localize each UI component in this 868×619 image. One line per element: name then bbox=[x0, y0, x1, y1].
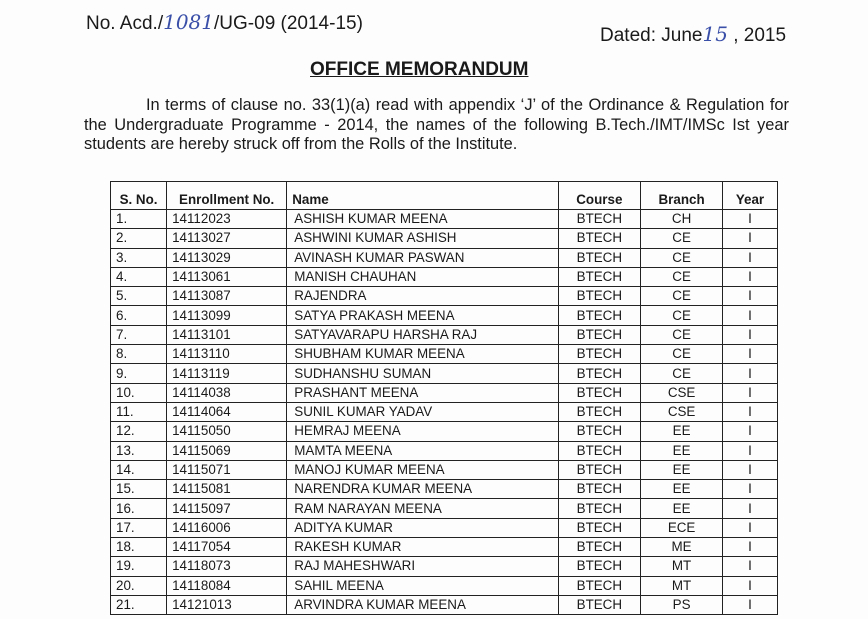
cell-sno: 20. bbox=[111, 576, 167, 595]
cell-name: ASHWINI KUMAR ASHISH bbox=[287, 229, 558, 248]
cell-year: I bbox=[722, 325, 777, 344]
cell-name: HEMRAJ MEENA bbox=[287, 422, 558, 441]
cell-course: BTECH bbox=[558, 287, 641, 306]
reference-number bbox=[86, 10, 363, 35]
cell-enrollment: 14114038 bbox=[167, 383, 287, 402]
table-row bbox=[111, 383, 778, 402]
cell-year: I bbox=[722, 499, 777, 518]
table-row bbox=[111, 325, 778, 344]
table-row bbox=[111, 557, 778, 576]
cell-year: I bbox=[722, 306, 777, 325]
cell-year: I bbox=[722, 460, 777, 479]
memo-title: OFFICE MEMORANDUM bbox=[310, 59, 529, 80]
cell-name: ADITYA KUMAR bbox=[287, 518, 558, 537]
cell-enrollment: 14115071 bbox=[167, 460, 287, 479]
cell-course: BTECH bbox=[558, 306, 641, 325]
cell-enrollment: 14118084 bbox=[167, 576, 287, 595]
cell-name: RAM NARAYAN MEENA bbox=[287, 499, 558, 518]
cell-sno: 21. bbox=[111, 595, 167, 614]
header-branch: Branch bbox=[641, 182, 723, 210]
cell-sno: 19. bbox=[111, 557, 167, 576]
cell-name: ASHISH KUMAR MEENA bbox=[287, 210, 558, 229]
cell-branch: CE bbox=[641, 306, 723, 325]
cell-enrollment: 14117054 bbox=[167, 538, 287, 557]
table-row bbox=[111, 518, 778, 537]
cell-course: BTECH bbox=[558, 325, 641, 344]
cell-sno: 1. bbox=[111, 210, 167, 229]
cell-course: BTECH bbox=[558, 383, 641, 402]
cell-course: BTECH bbox=[558, 595, 641, 614]
table-row bbox=[111, 499, 778, 518]
cell-year: I bbox=[722, 210, 777, 229]
cell-year: I bbox=[722, 229, 777, 248]
cell-enrollment: 14113061 bbox=[167, 267, 287, 286]
cell-name: MANISH CHAUHAN bbox=[287, 267, 558, 286]
cell-year: I bbox=[722, 287, 777, 306]
table-row bbox=[111, 576, 778, 595]
cell-sno: 11. bbox=[111, 402, 167, 421]
cell-branch: PS bbox=[641, 595, 723, 614]
cell-sno: 7. bbox=[111, 325, 167, 344]
cell-year: I bbox=[722, 267, 777, 286]
header-year: Year bbox=[722, 182, 777, 210]
cell-enrollment: 14113110 bbox=[167, 345, 287, 364]
cell-enrollment: 14113029 bbox=[167, 248, 287, 267]
memo-date bbox=[600, 22, 786, 47]
cell-sno: 5. bbox=[111, 287, 167, 306]
cell-name: ARVINDRA KUMAR MEENA bbox=[287, 595, 558, 614]
cell-name: PRASHANT MEENA bbox=[287, 383, 558, 402]
reference-handwritten-number: 1081 bbox=[163, 10, 215, 34]
table-row bbox=[111, 306, 778, 325]
cell-sno: 18. bbox=[111, 538, 167, 557]
cell-year: I bbox=[722, 345, 777, 364]
table-row bbox=[111, 460, 778, 479]
cell-branch: CH bbox=[641, 210, 723, 229]
cell-year: I bbox=[722, 364, 777, 383]
cell-course: BTECH bbox=[558, 345, 641, 364]
cell-course: BTECH bbox=[558, 229, 641, 248]
cell-name: MAMTA MEENA bbox=[287, 441, 558, 460]
cell-year: I bbox=[722, 422, 777, 441]
cell-branch: CE bbox=[641, 287, 723, 306]
cell-course: BTECH bbox=[558, 460, 641, 479]
table-row bbox=[111, 441, 778, 460]
cell-branch: ME bbox=[641, 538, 723, 557]
cell-branch: CE bbox=[641, 248, 723, 267]
cell-branch: MT bbox=[641, 576, 723, 595]
reference-suffix: /UG-09 (2014-15) bbox=[214, 13, 363, 34]
date-suffix: , 2015 bbox=[727, 25, 787, 46]
table-row bbox=[111, 595, 778, 614]
reference-prefix: No. Acd./ bbox=[86, 13, 164, 34]
table-row bbox=[111, 248, 778, 267]
table-row bbox=[111, 402, 778, 421]
memo-paragraph-text: In terms of clause no. 33(1)(a) read with appendix ‘J’ of the Ordinance & Regulation for the Undergraduate Programme - 2014, the names of the following B.Tech./IMT/IMSc Ist year students are hereby struck off from the Rolls of the Institute. bbox=[84, 96, 789, 153]
cell-sno: 6. bbox=[111, 306, 167, 325]
cell-branch: CE bbox=[641, 229, 723, 248]
cell-sno: 16. bbox=[111, 499, 167, 518]
table-row bbox=[111, 538, 778, 557]
cell-name: NARENDRA KUMAR MEENA bbox=[287, 480, 558, 499]
cell-name: RAJENDRA bbox=[287, 287, 558, 306]
cell-branch: EE bbox=[641, 460, 723, 479]
cell-enrollment: 14115097 bbox=[167, 499, 287, 518]
cell-branch: EE bbox=[641, 480, 723, 499]
date-handwritten-day: 15 bbox=[702, 22, 728, 46]
cell-course: BTECH bbox=[558, 422, 641, 441]
cell-enrollment: 14114064 bbox=[167, 402, 287, 421]
cell-year: I bbox=[722, 595, 777, 614]
cell-name: SATYA PRAKASH MEENA bbox=[287, 306, 558, 325]
table-row bbox=[111, 422, 778, 441]
cell-name: RAJ MAHESHWARI bbox=[287, 557, 558, 576]
cell-course: BTECH bbox=[558, 267, 641, 286]
cell-year: I bbox=[722, 248, 777, 267]
cell-branch: CE bbox=[641, 364, 723, 383]
cell-enrollment: 14121013 bbox=[167, 595, 287, 614]
cell-enrollment: 14112023 bbox=[167, 210, 287, 229]
cell-course: BTECH bbox=[558, 557, 641, 576]
cell-name: SHUBHAM KUMAR MEENA bbox=[287, 345, 558, 364]
cell-enrollment: 14113119 bbox=[167, 364, 287, 383]
cell-enrollment: 14113027 bbox=[167, 229, 287, 248]
table-row bbox=[111, 229, 778, 248]
cell-sno: 8. bbox=[111, 345, 167, 364]
cell-course: BTECH bbox=[558, 518, 641, 537]
cell-enrollment: 14116006 bbox=[167, 518, 287, 537]
cell-sno: 2. bbox=[111, 229, 167, 248]
header-course: Course bbox=[558, 182, 641, 210]
date-prefix: Dated: June bbox=[600, 25, 703, 46]
cell-branch: CSE bbox=[641, 383, 723, 402]
table-row bbox=[111, 364, 778, 383]
cell-year: I bbox=[722, 557, 777, 576]
cell-sno: 15. bbox=[111, 480, 167, 499]
cell-branch: EE bbox=[641, 422, 723, 441]
cell-sno: 10. bbox=[111, 383, 167, 402]
header-name: Name bbox=[287, 182, 558, 210]
cell-course: BTECH bbox=[558, 210, 641, 229]
cell-branch: CE bbox=[641, 267, 723, 286]
cell-name: SUDHANSHU SUMAN bbox=[287, 364, 558, 383]
cell-course: BTECH bbox=[558, 441, 641, 460]
cell-sno: 17. bbox=[111, 518, 167, 537]
cell-course: BTECH bbox=[558, 499, 641, 518]
cell-enrollment: 14115050 bbox=[167, 422, 287, 441]
cell-year: I bbox=[722, 576, 777, 595]
cell-year: I bbox=[722, 441, 777, 460]
cell-sno: 14. bbox=[111, 460, 167, 479]
cell-sno: 9. bbox=[111, 364, 167, 383]
cell-enrollment: 14118073 bbox=[167, 557, 287, 576]
cell-name: AVINASH KUMAR PASWAN bbox=[287, 248, 558, 267]
cell-year: I bbox=[722, 518, 777, 537]
cell-year: I bbox=[722, 383, 777, 402]
cell-name: RAKESH KUMAR bbox=[287, 538, 558, 557]
cell-branch: EE bbox=[641, 441, 723, 460]
cell-sno: 12. bbox=[111, 422, 167, 441]
cell-branch: CE bbox=[641, 345, 723, 364]
cell-course: BTECH bbox=[558, 364, 641, 383]
table-row bbox=[111, 267, 778, 286]
cell-branch: EE bbox=[641, 499, 723, 518]
cell-sno: 13. bbox=[111, 441, 167, 460]
cell-course: BTECH bbox=[558, 248, 641, 267]
cell-course: BTECH bbox=[558, 402, 641, 421]
header-enrollment: Enrollment No. bbox=[167, 182, 287, 210]
cell-enrollment: 14113101 bbox=[167, 325, 287, 344]
cell-enrollment: 14115081 bbox=[167, 480, 287, 499]
cell-course: BTECH bbox=[558, 538, 641, 557]
cell-branch: CSE bbox=[641, 402, 723, 421]
table-row bbox=[111, 480, 778, 499]
cell-year: I bbox=[722, 538, 777, 557]
cell-name: SATYAVARAPU HARSHA RAJ bbox=[287, 325, 558, 344]
table-row bbox=[111, 210, 778, 229]
memo-paragraph bbox=[84, 96, 789, 155]
cell-year: I bbox=[722, 402, 777, 421]
table-header-row bbox=[111, 182, 778, 210]
cell-branch: CE bbox=[641, 325, 723, 344]
struck-off-students-table bbox=[110, 181, 778, 615]
cell-enrollment: 14115069 bbox=[167, 441, 287, 460]
cell-branch: MT bbox=[641, 557, 723, 576]
cell-enrollment: 14113087 bbox=[167, 287, 287, 306]
table-row bbox=[111, 287, 778, 306]
header-sno: S. No. bbox=[111, 182, 167, 210]
cell-course: BTECH bbox=[558, 576, 641, 595]
cell-sno: 4. bbox=[111, 267, 167, 286]
cell-enrollment: 14113099 bbox=[167, 306, 287, 325]
cell-name: MANOJ KUMAR MEENA bbox=[287, 460, 558, 479]
cell-name: SUNIL KUMAR YADAV bbox=[287, 402, 558, 421]
cell-name: SAHIL MEENA bbox=[287, 576, 558, 595]
cell-year: I bbox=[722, 480, 777, 499]
cell-course: BTECH bbox=[558, 480, 641, 499]
cell-sno: 3. bbox=[111, 248, 167, 267]
table-row bbox=[111, 345, 778, 364]
cell-branch: ECE bbox=[641, 518, 723, 537]
